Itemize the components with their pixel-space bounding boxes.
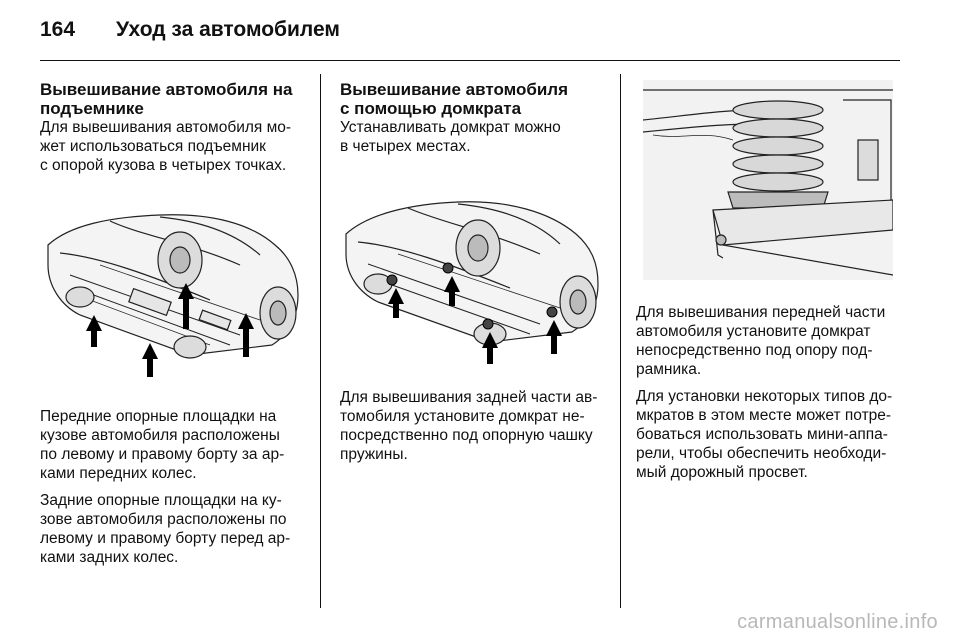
heading-line-1: Вывешивание автомобиля — [340, 80, 569, 99]
text-line: левому и правому борту перед ар- — [40, 530, 291, 547]
column-1-lower — [40, 407, 312, 567]
text-line: с опорой кузова в четырех точках. — [40, 157, 287, 174]
section-heading-lift — [40, 80, 312, 118]
text-line: ками передних колес. — [40, 465, 197, 482]
text-line: боваться использовать мини-аппа- — [636, 426, 888, 443]
text-line: жет использоваться подъемник — [40, 138, 266, 155]
text-line: томобиля установите домкрат не- — [340, 408, 585, 425]
text-line: непосредственно под опору под- — [636, 342, 873, 359]
heading-line-1: Вывешивание автомобиля на — [40, 80, 293, 99]
header-rule — [40, 60, 900, 61]
text-line: мкратов в этом месте может потре- — [636, 407, 892, 424]
jack-intro-paragraph — [340, 118, 612, 156]
ramps-note-paragraph — [636, 387, 906, 482]
text-line: Задние опорные площадки на ку- — [40, 492, 282, 509]
text-line: Передние опорные площадки на — [40, 408, 277, 425]
text-line: Устанавливать домкрат можно — [340, 119, 561, 136]
text-line: зове автомобиля расположены по — [40, 511, 287, 528]
heading-line-2: с помощью домкрата — [340, 99, 522, 118]
text-line: пружины. — [340, 446, 408, 463]
text-line: кузове автомобиля расположены — [40, 427, 280, 444]
lift-intro-paragraph — [40, 118, 312, 175]
text-line: ками задних колес. — [40, 549, 179, 566]
column-1 — [40, 80, 312, 175]
page-number: 164 — [40, 18, 76, 41]
text-line: мый дорожный просвет. — [636, 464, 808, 481]
jack-points-illustration — [340, 192, 605, 367]
text-line: рамника. — [636, 361, 702, 378]
column-divider-1 — [320, 74, 321, 608]
section-heading-jack — [340, 80, 612, 118]
text-line: Для вывешивания передней части — [636, 304, 886, 321]
text-line: Для вывешивания задней части ав- — [340, 389, 598, 406]
text-line: автомобиля установите домкрат — [636, 323, 871, 340]
text-line: рели, чтобы обеспечить необходи- — [636, 445, 887, 462]
column-divider-2 — [620, 74, 621, 608]
text-line: посредственно под опорную чашку — [340, 427, 593, 444]
front-pads-paragraph — [40, 407, 312, 483]
column-2 — [340, 80, 612, 156]
text-line: в четырех местах. — [340, 138, 471, 155]
column-3 — [636, 303, 906, 482]
text-line: Для вывешивания автомобиля мо- — [40, 119, 292, 136]
column-2-lower — [340, 388, 612, 464]
watermark: carmanualsonline.info — [737, 611, 938, 633]
text-line: Для установки некоторых типов до- — [636, 388, 893, 405]
lift-points-illustration — [40, 205, 305, 385]
text-line: по левому и правому борту за ар- — [40, 446, 285, 463]
rear-pads-paragraph — [40, 491, 312, 567]
heading-line-2: подъемнике — [40, 99, 144, 118]
spring-jack-closeup-illustration — [643, 80, 893, 280]
page-title: Уход за автомобилем — [116, 18, 340, 41]
front-jack-paragraph — [636, 303, 906, 379]
rear-jack-paragraph — [340, 388, 612, 464]
